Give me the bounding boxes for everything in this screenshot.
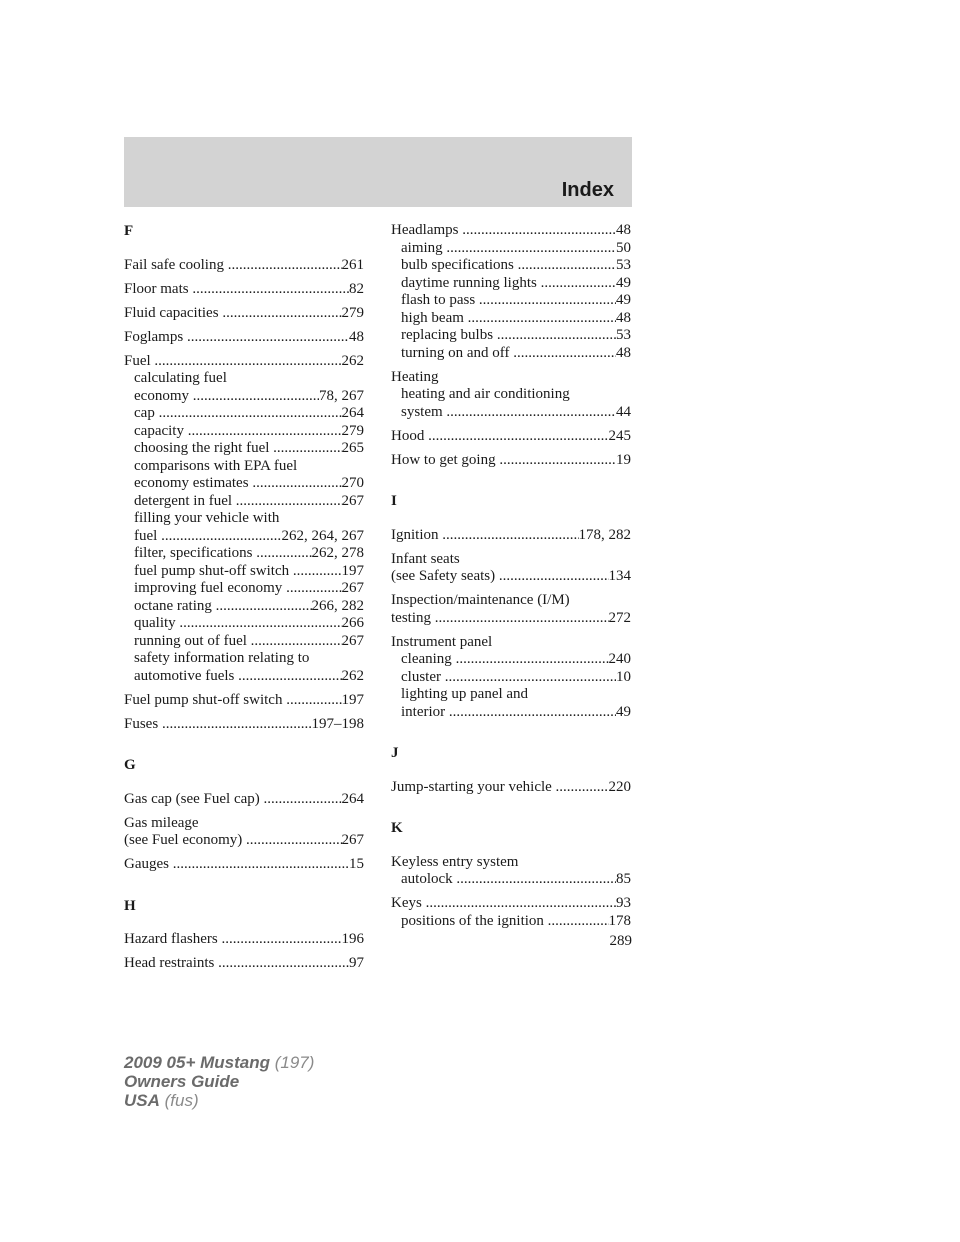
entry-page-ref: 266 xyxy=(341,615,364,631)
index-subentry xyxy=(391,386,631,404)
entry-term: high beam xyxy=(401,309,464,326)
section-title: Index xyxy=(561,179,614,201)
index-entry xyxy=(391,854,631,872)
footer-line-market xyxy=(124,1091,314,1110)
entry-term: Inspection/maintenance (I/M) xyxy=(391,592,570,608)
entry-term: (see Safety seats) xyxy=(391,568,496,584)
index-entry xyxy=(124,832,364,850)
entry-term: lighting up panel and xyxy=(401,686,529,702)
entry-term: Floor mats xyxy=(124,280,189,297)
index-subentry xyxy=(391,704,631,722)
index-letter-heading: G xyxy=(124,757,136,773)
index-entry xyxy=(124,305,364,323)
footer-line-model xyxy=(124,1053,314,1072)
entry-term: Headlamps xyxy=(391,222,459,238)
header-band xyxy=(124,137,632,207)
entry-term: economy xyxy=(134,387,189,404)
entry-term: Infant seats xyxy=(391,550,460,567)
index-entry xyxy=(124,856,364,874)
entry-page-ref: 178 xyxy=(608,912,631,929)
letter-spacer xyxy=(391,837,631,847)
index-subentry xyxy=(391,651,631,669)
entry-term: positions of the ignition xyxy=(401,912,544,929)
letter-spacer xyxy=(391,469,631,492)
entry-page-ref: 267 xyxy=(341,632,364,649)
entry-page-ref: 196 xyxy=(341,931,364,947)
entry-page-ref: 44 xyxy=(616,403,631,420)
entry-term: running out of fuel xyxy=(134,632,247,649)
footer-market-code: (fus) xyxy=(164,1091,199,1110)
footer-market: USA xyxy=(124,1091,160,1110)
entry-term: Gas mileage xyxy=(124,814,199,831)
entry-page-ref: 49 xyxy=(616,274,631,291)
index-subentry xyxy=(124,650,364,668)
entry-page-ref: 262, 264, 267 xyxy=(281,527,364,544)
entry-term: turning on and off xyxy=(401,344,510,361)
index-entry xyxy=(124,257,364,275)
letter-spacer xyxy=(391,510,631,520)
letter-spacer xyxy=(124,240,364,250)
entry-page-ref: 272 xyxy=(608,609,631,626)
index-subentry xyxy=(391,327,631,345)
entry-page-ref: 264 xyxy=(341,790,364,807)
entry-page-ref: 220 xyxy=(608,778,631,795)
entry-term: automotive fuels xyxy=(134,667,235,684)
index-letter-heading: K xyxy=(391,820,403,836)
index-column-right xyxy=(391,222,631,930)
index-entry xyxy=(391,592,631,610)
entry-term: Fluid capacities xyxy=(124,304,219,321)
entry-page-ref: 78, 267 xyxy=(319,387,364,404)
index-subentry xyxy=(124,598,364,616)
index-subentry xyxy=(391,686,631,704)
entry-term: Ignition xyxy=(391,526,439,543)
entry-term: filter, specifications xyxy=(134,545,253,561)
index-letter-heading: J xyxy=(391,745,399,761)
entry-term: cap xyxy=(134,405,155,421)
entry-page-ref: 53 xyxy=(616,257,631,273)
index-entry xyxy=(124,353,364,371)
entry-term: aiming xyxy=(401,239,443,256)
index-entry xyxy=(124,791,364,809)
entry-term: interior xyxy=(401,703,446,720)
entry-term: detergent in fuel xyxy=(134,492,233,509)
entry-page-ref: 279 xyxy=(341,304,364,321)
entry-term: Gas cap (see Fuel cap) xyxy=(124,790,260,807)
index-entry xyxy=(391,428,631,446)
letter-spacer xyxy=(124,733,364,756)
index-subentry xyxy=(391,292,631,310)
entry-term: How to get going xyxy=(391,451,496,468)
index-subentry xyxy=(391,345,631,363)
entry-term: cleaning xyxy=(401,651,452,667)
entry-page-ref: 48 xyxy=(616,222,631,238)
entry-term: flash to pass xyxy=(401,292,476,308)
index-entry xyxy=(124,931,364,949)
entry-page-ref: 49 xyxy=(616,292,631,308)
index-entry xyxy=(391,452,631,470)
index-subentry xyxy=(124,615,364,633)
entry-page-ref: 245 xyxy=(608,427,631,444)
entry-page-ref: 265 xyxy=(341,440,364,456)
entry-term: capacity xyxy=(134,422,184,439)
entry-term: (see Fuel economy) xyxy=(124,832,243,848)
entry-term: safety information relating to xyxy=(134,650,310,666)
entry-term: autolock xyxy=(401,871,453,887)
entry-page-ref: 48 xyxy=(349,328,364,345)
entry-term: quality xyxy=(134,615,176,631)
entry-page-ref: 267 xyxy=(341,492,364,509)
entry-term: daytime running lights xyxy=(401,274,537,291)
index-subentry xyxy=(391,275,631,293)
index-entry xyxy=(391,895,631,913)
entry-term: filling your vehicle with xyxy=(134,510,280,526)
entry-page-ref: 197–198 xyxy=(311,715,364,732)
index-entry xyxy=(124,692,364,710)
entry-term: Hood xyxy=(391,427,425,444)
footer-model: 2009 05+ Mustang xyxy=(124,1053,270,1072)
entry-term: system xyxy=(401,403,443,420)
entry-page-ref: 197 xyxy=(341,562,364,579)
entry-page-ref: 85 xyxy=(616,871,631,887)
index-column-left xyxy=(124,222,364,973)
index-subentry xyxy=(391,913,631,931)
index-subentry xyxy=(391,240,631,258)
index-subentry xyxy=(391,669,631,687)
entry-page-ref: 49 xyxy=(616,703,631,720)
index-subentry xyxy=(124,580,364,598)
entry-term: Fuses xyxy=(124,715,159,732)
entry-term: Gauges xyxy=(124,856,169,872)
index-subentry xyxy=(124,370,364,388)
index-subentry xyxy=(124,510,364,528)
index-subentry xyxy=(391,310,631,328)
entry-term: Keys xyxy=(391,895,422,911)
index-entry xyxy=(391,527,631,545)
entry-term: comparisons with EPA fuel xyxy=(134,457,298,474)
entry-term: Jump-starting your vehicle xyxy=(391,778,552,795)
entry-page-ref: 279 xyxy=(341,422,364,439)
entry-page-ref: 10 xyxy=(616,668,631,685)
index-entry xyxy=(391,222,631,240)
entry-page-ref: 82 xyxy=(349,280,364,297)
entry-term: Fuel xyxy=(124,352,151,369)
letter-spacer xyxy=(391,721,631,744)
entry-term: improving fuel economy xyxy=(134,580,283,596)
entry-term: Hazard flashers xyxy=(124,931,218,947)
footer-guide: Owners Guide xyxy=(124,1072,240,1091)
entry-page-ref: 262, 278 xyxy=(311,545,364,561)
index-subentry xyxy=(391,404,631,422)
index-entry xyxy=(124,329,364,347)
entry-page-ref: 48 xyxy=(616,344,631,361)
entry-page-ref: 50 xyxy=(616,239,631,256)
entry-term: testing xyxy=(391,609,431,626)
entry-term: choosing the right fuel xyxy=(134,440,270,456)
index-subentry xyxy=(124,440,364,458)
entry-page-ref: 53 xyxy=(616,327,631,343)
entry-term: fuel xyxy=(134,527,158,544)
index-subentry xyxy=(124,388,364,406)
entry-term: octane rating xyxy=(134,597,212,614)
entry-term: economy estimates xyxy=(134,475,249,491)
entry-page-ref: 264 xyxy=(341,405,364,421)
letter-spacer xyxy=(124,774,364,784)
index-entry xyxy=(124,281,364,299)
entry-term: fuel pump shut-off switch xyxy=(134,562,290,579)
index-subentry xyxy=(124,475,364,493)
entry-page-ref: 197 xyxy=(341,691,364,708)
entry-page-ref: 266, 282 xyxy=(311,597,364,614)
index-subentry xyxy=(124,405,364,423)
entry-page-ref: 15 xyxy=(349,856,364,872)
index-letter-heading: F xyxy=(124,223,134,239)
entry-page-ref: 267 xyxy=(341,580,364,596)
entry-page-ref: 262 xyxy=(341,667,364,684)
index-subentry xyxy=(391,871,631,889)
index-entry xyxy=(391,779,631,797)
index-letter-heading: H xyxy=(124,897,136,914)
entry-term: bulb specifications xyxy=(401,257,514,273)
entry-term: Foglamps xyxy=(124,328,184,345)
footer-model-code: (197) xyxy=(274,1053,315,1072)
index-subentry xyxy=(124,668,364,686)
letter-spacer xyxy=(391,762,631,772)
entry-term: Keyless entry system xyxy=(391,853,519,870)
index-entry xyxy=(391,551,631,569)
entry-term: heating and air conditioning xyxy=(401,386,570,402)
entry-page-ref: 178, 282 xyxy=(578,526,631,543)
index-subentry xyxy=(124,493,364,511)
entry-page-ref: 270 xyxy=(341,475,364,491)
footer-imprint xyxy=(124,1053,314,1110)
index-subentry xyxy=(124,633,364,651)
index-letter-heading: I xyxy=(391,493,397,509)
index-entry xyxy=(124,716,364,734)
entry-page-ref: 261 xyxy=(341,256,364,273)
index-entry xyxy=(391,634,631,652)
index-subentry xyxy=(124,528,364,546)
index-subentry xyxy=(124,545,364,563)
entry-page-ref: 19 xyxy=(616,451,631,468)
footer-line-guide xyxy=(124,1072,314,1091)
index-entry xyxy=(391,568,631,586)
entry-term: Heating xyxy=(391,368,439,385)
entry-page-ref: 93 xyxy=(616,895,631,911)
index-subentry xyxy=(391,257,631,275)
letter-spacer xyxy=(124,874,364,897)
entry-term: Fuel pump shut-off switch xyxy=(124,691,283,708)
index-subentry xyxy=(124,563,364,581)
letter-spacer xyxy=(124,915,364,925)
entry-page-ref: 240 xyxy=(608,651,631,667)
index-subentry xyxy=(124,423,364,441)
entry-term: Head restraints xyxy=(124,955,215,971)
entry-page-ref: 134 xyxy=(608,568,631,584)
index-entry xyxy=(391,610,631,628)
entry-term: replacing bulbs xyxy=(401,327,494,343)
page-number: 289 xyxy=(609,933,632,949)
entry-page-ref: 262 xyxy=(341,352,364,369)
entry-page-ref: 97 xyxy=(349,955,364,971)
entry-page-ref: 48 xyxy=(616,309,631,326)
index-entry xyxy=(124,955,364,973)
index-entry xyxy=(391,369,631,387)
entry-term: cluster xyxy=(401,668,441,685)
entry-term: Fail safe cooling xyxy=(124,256,224,273)
entry-page-ref: 267 xyxy=(341,832,364,848)
index-entry xyxy=(124,815,364,833)
letter-spacer xyxy=(391,796,631,819)
entry-term: Instrument panel xyxy=(391,633,493,650)
index-subentry xyxy=(124,458,364,476)
entry-term: calculating fuel xyxy=(134,370,227,386)
